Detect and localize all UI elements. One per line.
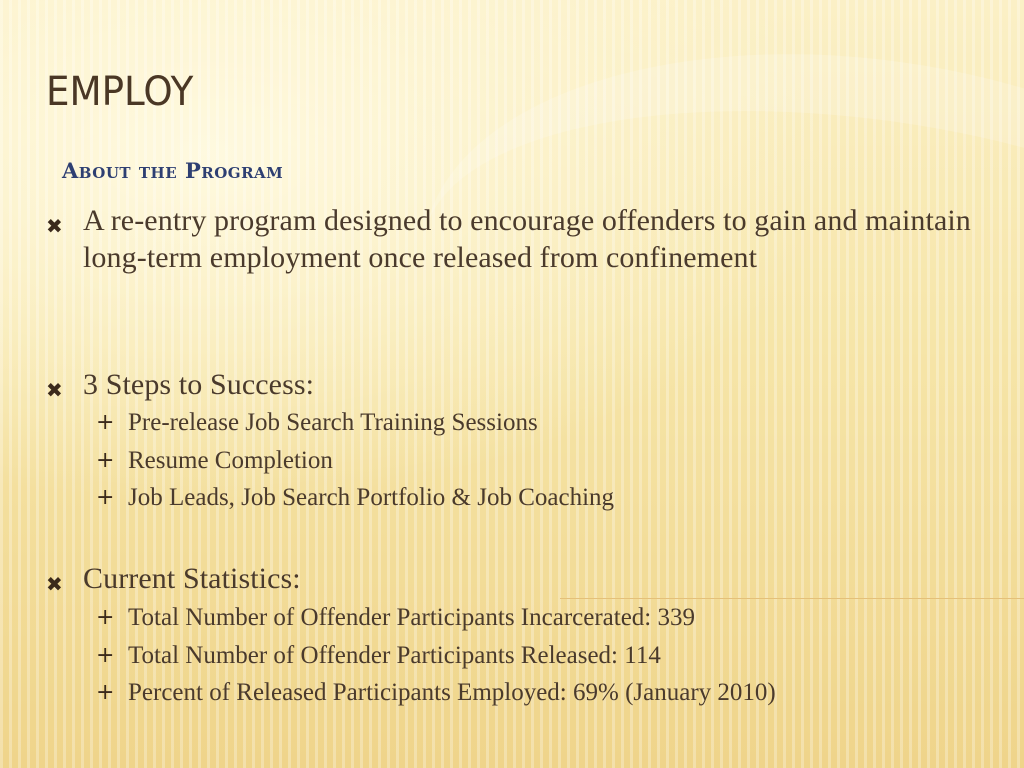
sub-bullet-step — [96, 483, 996, 513]
bullet-program-description — [46, 202, 996, 276]
sub-bullet-text: Job Leads, Job Search Portfolio & Job Coaching — [128, 484, 615, 511]
sub-bullet-step — [96, 446, 996, 476]
sub-bullet-text: Percent of Released Participants Employed: 69% (January 2010) — [128, 679, 776, 706]
x-bullet-icon: ✖ — [46, 378, 63, 402]
sub-bullet-text: Total Number of Offender Participants Released: 114 — [128, 642, 661, 669]
sub-bullet-statistic — [96, 603, 996, 633]
sub-bullet-text: Total Number of Offender Participants Incarcerated: 339 — [128, 604, 696, 631]
plus-bullet-icon: + — [96, 680, 115, 705]
plus-bullet-icon: + — [96, 605, 115, 630]
x-bullet-icon: ✖ — [46, 572, 63, 596]
plus-bullet-icon: + — [96, 410, 115, 435]
sub-bullet-step — [96, 408, 996, 438]
sub-bullet-statistic — [96, 641, 996, 671]
slide-title: EMPLOY — [46, 69, 194, 115]
plus-bullet-icon: + — [96, 485, 115, 510]
bullet-current-statistics — [46, 560, 996, 597]
bullet-steps-to-success — [46, 366, 996, 403]
bullet-text: 3 Steps to Success: — [83, 368, 315, 401]
x-bullet-icon: ✖ — [46, 214, 63, 238]
sub-bullet-text: Resume Completion — [128, 447, 333, 474]
slide-subtitle: About the Program — [62, 158, 284, 183]
bullet-text: A re-entry program designed to encourage offenders to gain and maintain long-term employment once released from confinement — [83, 204, 971, 274]
plus-bullet-icon: + — [96, 448, 115, 473]
sub-bullet-text: Pre-release Job Search Training Sessions — [128, 409, 538, 436]
plus-bullet-icon: + — [96, 643, 115, 668]
sub-bullet-statistic — [96, 678, 996, 708]
bullet-text: Current Statistics: — [83, 562, 301, 595]
